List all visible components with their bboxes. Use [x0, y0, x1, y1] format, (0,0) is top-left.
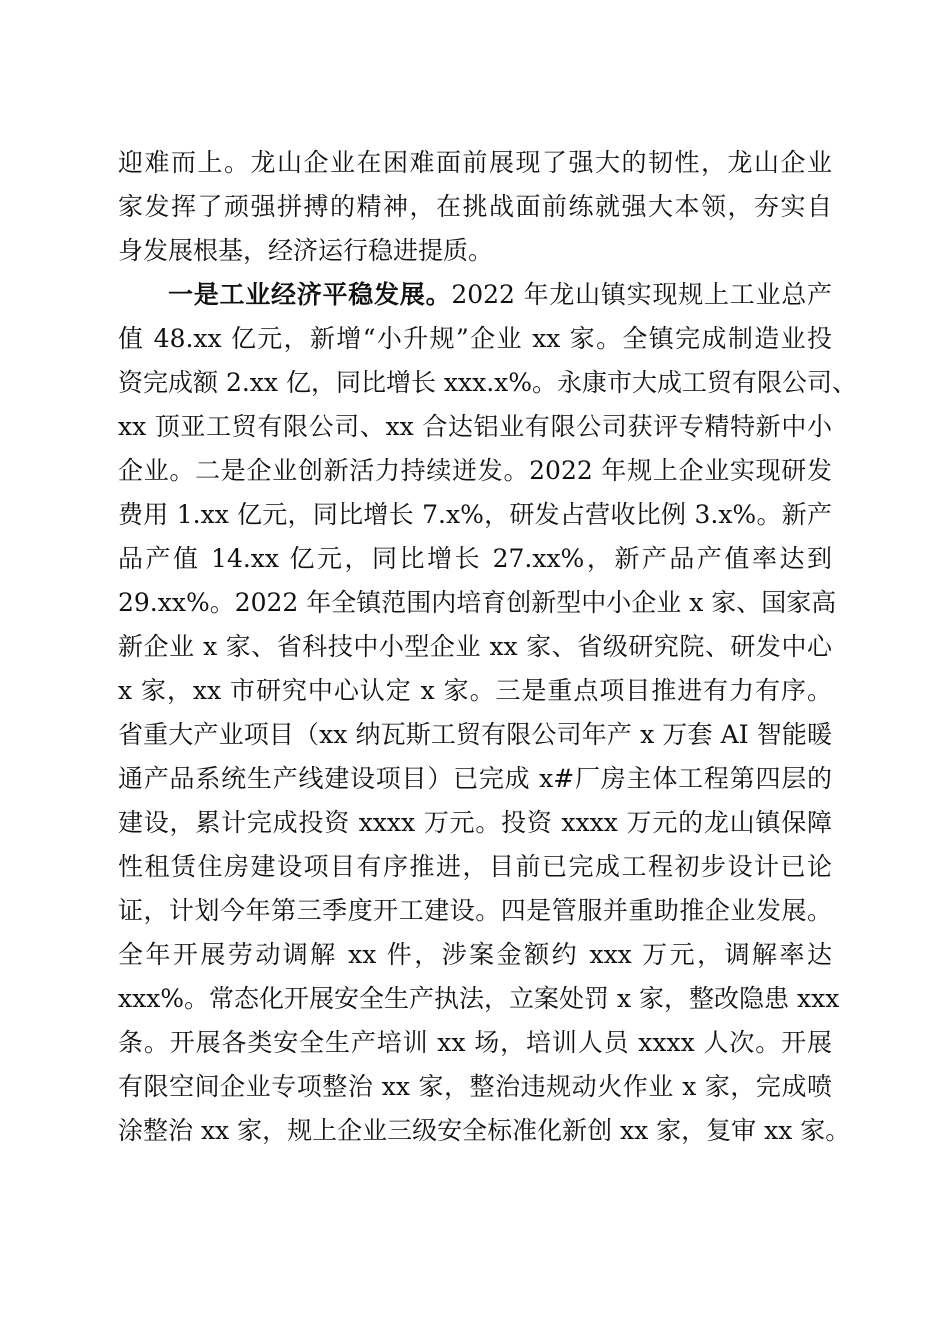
- paragraph-1-line-2: 家发挥了顽强拼搏的精神，在挑战面前练就强大本领，夯实自: [118, 192, 832, 221]
- paragraph-2-line-1-text: 2022 年龙山镇实现规上工业总产: [451, 280, 832, 309]
- paragraph-1-line-1: 迎难而上。龙山企业在困难面前展现了强大的韧性，龙山企业: [118, 148, 832, 177]
- paragraph-2-line-5: 企业。二是企业创新活力持续迸发。2022 年规上企业实现研发: [118, 456, 832, 485]
- section-heading-industrial-economy: 一是工业经济平稳发展。: [168, 280, 452, 309]
- paragraph-2-line-9: 新企业 x 家、省科技中小型企业 xx 家、省级研究院、研发中心: [118, 632, 832, 661]
- paragraph-2-line-1: [168, 273, 832, 317]
- paragraph-2-line-14: 性租赁住房建设项目有序推进，目前已完成工程初步设计已论: [118, 852, 832, 881]
- paragraph-2-line-13: 建设，累计完成投资 xxxx 万元。投资 xxxx 万元的龙山镇保障: [118, 808, 832, 837]
- paragraph-2-line-20: 涂整治 xx 家，规上企业三级安全标准化新创 xx 家，复审 xx 家。: [118, 1116, 851, 1145]
- paragraph-2-line-19: 有限空间企业专项整治 xx 家，整治违规动火作业 x 家，完成喷: [118, 1072, 832, 1101]
- paragraph-2-line-8: 29.xx%。2022 年全镇范围内培育创新型中小企业 x 家、国家高: [118, 588, 837, 617]
- paragraph-2-line-6: 费用 1.xx 亿元，同比增长 7.x%，研发占营收比例 3.x%。新产: [118, 500, 832, 529]
- paragraph-2-line-11: 省重大产业项目（xx 纳瓦斯工贸有限公司年产 x 万套 AI 智能暖: [118, 720, 832, 749]
- paragraph-2-line-16: 全年开展劳动调解 xx 件，涉案金额约 xxx 万元，调解率达: [118, 940, 832, 969]
- paragraph-2-line-12: 通产品系统生产线建设项目）已完成 x#厂房主体工程第四层的: [118, 764, 832, 793]
- paragraph-2-line-4: xx 顶亚工贸有限公司、xx 合达铝业有限公司获评专精特新中小: [118, 412, 832, 441]
- paragraph-2-line-18: 条。开展各类安全生产培训 xx 场，培训人员 xxxx 人次。开展: [118, 1028, 832, 1057]
- paragraph-2-line-2: 值 48.xx 亿元，新增“小升规”企业 xx 家。全镇完成制造业投: [118, 324, 832, 353]
- paragraph-2-line-15: 证，计划今年第三季度开工建设。四是管服并重助推企业发展。: [118, 896, 832, 925]
- paragraph-1-line-3: 身发展根基，经济运行稳进提质。: [118, 236, 494, 265]
- paragraph-2-line-17: xxx%。常态化开展安全生产执法，立案处罚 x 家，整改隐患 xxx: [118, 984, 840, 1013]
- paragraph-2-line-3: 资完成额 2.xx 亿，同比增长 xxx.x%。永康市大成工贸有限公司、: [118, 368, 857, 397]
- paragraph-2-line-10: x 家，xx 市研究中心认定 x 家。三是重点项目推进有力有序。: [118, 676, 832, 705]
- paragraph-2-line-7: 品产值 14.xx 亿元，同比增长 27.xx%，新产品产值率达到: [118, 544, 832, 573]
